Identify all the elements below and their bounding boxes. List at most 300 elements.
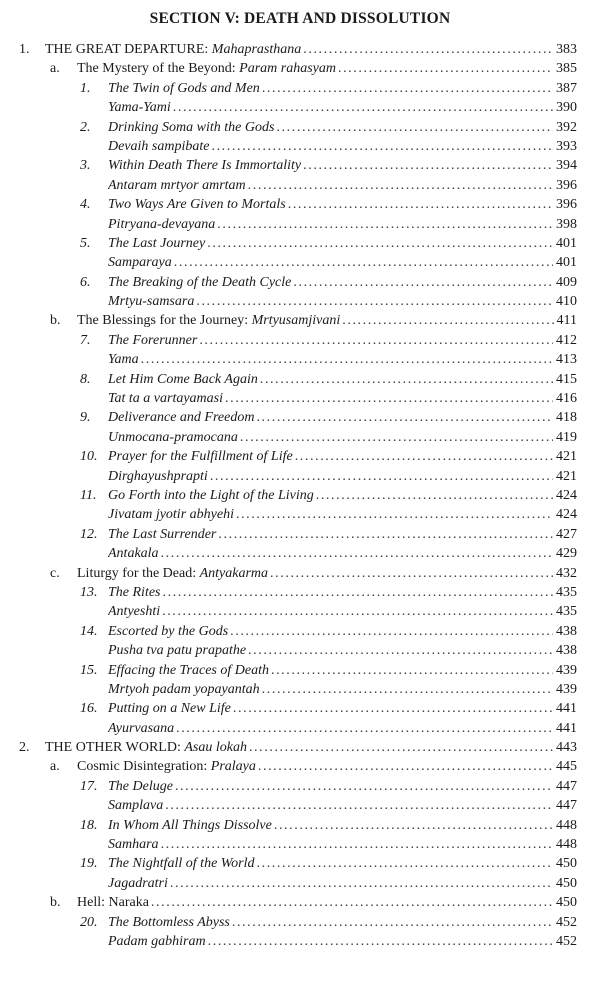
toc-entry <box>0 195 600 214</box>
toc-entry <box>0 622 600 641</box>
entry-title <box>108 215 215 234</box>
toc-entry <box>0 913 600 932</box>
dot-leader <box>338 59 553 78</box>
entry-line <box>108 176 577 195</box>
entry-title-text: THE OTHER WORLD: <box>45 740 185 756</box>
toc-entry <box>0 156 600 175</box>
dot-leader <box>161 835 553 854</box>
toc-entry <box>0 350 600 369</box>
entry-line <box>108 816 577 835</box>
entry-title <box>108 602 160 621</box>
entry-line <box>77 564 577 583</box>
entry-number: 1. <box>19 42 30 57</box>
entry-number: 18. <box>80 817 98 833</box>
entry-page-number: 393 <box>556 138 577 154</box>
entry-line <box>108 118 577 137</box>
entry-title-text: THE GREAT DEPARTURE: <box>45 42 212 57</box>
entry-line <box>108 932 577 951</box>
dot-leader <box>175 777 553 796</box>
entry-title <box>108 777 173 796</box>
entry-page-number: 448 <box>556 817 577 833</box>
entry-title <box>108 641 246 660</box>
dot-leader <box>288 195 553 214</box>
entry-page-number: 424 <box>556 507 577 523</box>
dot-leader <box>230 622 553 641</box>
entry-line <box>108 215 577 234</box>
entry-number: 19. <box>80 856 98 872</box>
entry-page-number: 416 <box>556 391 577 407</box>
entry-page-number: 452 <box>556 933 577 949</box>
entry-number: 15. <box>80 662 98 678</box>
toc-entry <box>0 544 600 563</box>
entry-title <box>108 661 269 680</box>
entry-number: 1. <box>80 80 91 96</box>
toc-entry <box>0 583 600 602</box>
toc-entry <box>0 602 600 621</box>
entry-title-text: The Nightfall of the World <box>108 856 255 872</box>
entry-title-text: Escorted by the Gods <box>108 623 229 639</box>
entry-page-number: 450 <box>556 875 577 891</box>
entry-title-text: Samhara <box>108 837 159 853</box>
entry-page-number: 398 <box>556 216 577 232</box>
entry-line <box>45 738 577 757</box>
entry-line <box>108 913 577 932</box>
toc-entry <box>0 854 600 873</box>
toc-entry <box>0 215 600 234</box>
dot-leader <box>208 932 553 951</box>
entry-page-number: 450 <box>556 895 577 911</box>
entry-title-text: Samparaya <box>108 255 172 271</box>
dot-leader <box>295 447 553 466</box>
entry-line <box>108 428 577 447</box>
entry-number: 8. <box>80 371 91 387</box>
entry-page-number: 415 <box>556 371 577 387</box>
entry-page-number: 413 <box>556 352 577 368</box>
entry-title <box>108 467 208 486</box>
dot-leader <box>248 176 553 195</box>
toc-entry <box>0 98 600 117</box>
entry-number: b. <box>50 895 61 911</box>
entry-title <box>108 98 171 117</box>
entry-title <box>108 447 293 466</box>
toc-entry <box>0 428 600 447</box>
entry-title-text: Antaram mrtyor amrtam <box>108 177 246 193</box>
dot-leader <box>173 98 553 117</box>
entry-line <box>108 486 577 505</box>
entry-page-number: 419 <box>556 429 577 445</box>
entry-title-text: The Blessings for the Journey: <box>77 313 252 329</box>
toc-entry <box>0 777 600 796</box>
entry-title <box>108 350 139 369</box>
entry-page-number: 421 <box>556 449 577 465</box>
entry-title-text: Pusha tva patu prapathe <box>108 643 247 659</box>
entry-title <box>108 913 230 932</box>
entry-page-number: 390 <box>556 100 577 116</box>
entry-line <box>108 408 577 427</box>
entry-title <box>108 176 246 195</box>
entry-line <box>108 98 577 117</box>
entry-line <box>108 195 577 214</box>
entry-title-text: The Rites <box>108 584 161 600</box>
entry-title-text: The Last Surrender <box>108 526 217 542</box>
entry-title-text: The Bottomless Abyss <box>108 914 230 930</box>
entry-page-number: 411 <box>556 313 577 329</box>
toc-entry <box>0 79 600 98</box>
dot-leader <box>210 467 553 486</box>
entry-title-text: The Last Journey <box>108 235 206 251</box>
toc-entry <box>0 564 600 583</box>
entry-title-text: Drinking Soma with the Gods <box>108 119 275 135</box>
entry-title-text: Prayer for the Fulfillment of Life <box>108 449 293 465</box>
dot-leader <box>248 641 553 660</box>
entry-line <box>108 505 577 524</box>
entry-title-text: The Deluge <box>108 778 173 794</box>
entry-title-sanskrit: Pralaya <box>210 759 256 775</box>
entry-line <box>45 40 577 59</box>
dot-leader <box>225 389 553 408</box>
dot-leader <box>207 234 553 253</box>
entry-title <box>108 408 254 427</box>
entry-title-text: Tat ta a vartayamasi <box>108 391 223 407</box>
entry-title-text: The Mystery of the Beyond: <box>77 61 240 77</box>
entry-number: 3. <box>80 158 91 174</box>
entry-title <box>77 564 268 583</box>
entry-page-number: 443 <box>556 740 577 756</box>
entry-title <box>108 544 159 563</box>
entry-page-number: 421 <box>556 468 577 484</box>
entry-page-number: 401 <box>556 255 577 271</box>
entry-page-number: 409 <box>556 274 577 290</box>
section-title: SECTION V: DEATH AND DISSOLUTION <box>149 10 451 27</box>
entry-page-number: 452 <box>556 914 577 930</box>
entry-page-number: 439 <box>556 681 577 697</box>
entry-line <box>108 156 577 175</box>
entry-line <box>108 641 577 660</box>
toc-entry <box>0 525 600 544</box>
entry-title-text: Antyeshti <box>108 604 161 620</box>
entry-number: 17. <box>80 778 98 794</box>
entry-title-text: Pitryana-devayana <box>108 216 216 232</box>
entry-page-number: 438 <box>556 623 577 639</box>
toc-entry <box>0 835 600 854</box>
toc-entry <box>0 757 600 776</box>
entry-title-sanskrit: Asau lokah <box>184 740 247 756</box>
entry-page-number: 429 <box>556 546 577 562</box>
entry-title <box>108 680 260 699</box>
toc-entry <box>0 331 600 350</box>
toc-entry <box>0 40 600 59</box>
dot-leader <box>161 544 553 563</box>
entry-page-number: 385 <box>556 61 577 77</box>
entry-line <box>108 544 577 563</box>
dot-leader <box>162 602 553 621</box>
dot-leader <box>163 583 554 602</box>
entry-title-text: Mrtyoh padam yopayantah <box>108 681 260 697</box>
toc-entry <box>0 641 600 660</box>
entry-page-number: 435 <box>556 604 577 620</box>
toc-entry <box>0 796 600 815</box>
entry-number: 2. <box>19 740 30 756</box>
entry-title <box>77 757 256 776</box>
entry-title-text: Samplava <box>108 798 164 814</box>
toc-entry <box>0 738 600 757</box>
dot-leader <box>217 215 553 234</box>
dot-leader <box>258 757 553 776</box>
entry-title-text: The Twin of Gods and Men <box>108 80 260 96</box>
entry-title-text: Jagadratri <box>108 875 168 891</box>
entry-title-text: Devaih sampibate <box>108 138 210 154</box>
toc-entry <box>0 699 600 718</box>
entry-number: b. <box>50 313 61 329</box>
entry-number: 12. <box>80 526 98 542</box>
dot-leader <box>170 874 553 893</box>
entry-number: 20. <box>80 914 98 930</box>
entry-title <box>108 816 272 835</box>
entry-line <box>77 893 577 912</box>
toc-entry <box>0 137 600 156</box>
entry-title-text: Let Him Come Back Again <box>108 371 258 387</box>
entry-title <box>108 525 216 544</box>
entry-page-number: 441 <box>556 720 577 736</box>
entry-title <box>108 195 286 214</box>
dot-leader <box>233 699 553 718</box>
entry-line <box>108 874 577 893</box>
entry-number: c. <box>50 565 60 581</box>
toc-entry <box>0 234 600 253</box>
entry-page-number: 445 <box>556 759 577 775</box>
entry-page-number: 387 <box>556 80 577 96</box>
entry-title-sanskrit: Mahaprasthana <box>211 42 302 57</box>
entry-line <box>108 525 577 544</box>
entry-line <box>108 467 577 486</box>
entry-line <box>108 699 577 718</box>
dot-leader <box>262 79 553 98</box>
entry-title <box>108 932 206 951</box>
entry-title-text: Deliverance and Freedom <box>108 410 255 426</box>
entry-title <box>108 835 159 854</box>
entry-title-text: Unmocana-pramocana <box>108 429 238 445</box>
entry-line <box>108 79 577 98</box>
entry-page-number: 396 <box>556 177 577 193</box>
toc-entry <box>0 486 600 505</box>
entry-page-number: 435 <box>556 584 577 600</box>
entry-number: 16. <box>80 701 98 717</box>
entry-line <box>108 583 577 602</box>
entry-title-text: Mrtyu-samsara <box>108 294 195 310</box>
dot-leader <box>249 738 553 757</box>
entry-title <box>108 486 314 505</box>
entry-title-text: Dirghayushprapti <box>108 468 208 484</box>
entry-page-number: 432 <box>556 565 577 581</box>
entry-number: a. <box>50 61 60 77</box>
entry-line <box>108 389 577 408</box>
entry-line <box>108 331 577 350</box>
entry-title <box>108 331 197 350</box>
toc-entry <box>0 389 600 408</box>
dot-leader <box>196 292 553 311</box>
dot-leader <box>262 680 553 699</box>
entry-line <box>108 854 577 873</box>
entry-title <box>108 699 231 718</box>
entry-page-number: 424 <box>556 487 577 503</box>
entry-page-number: 427 <box>556 526 577 542</box>
entry-line <box>108 661 577 680</box>
entry-number: 4. <box>80 197 91 213</box>
entry-title-sanskrit: Antyakarma <box>199 565 269 581</box>
entry-page-number: 412 <box>556 332 577 348</box>
entry-title-text: Padam gabhiram <box>108 933 206 949</box>
dot-leader <box>199 331 553 350</box>
entry-number: 2. <box>80 119 91 135</box>
entry-title <box>108 719 174 738</box>
entry-number: 11. <box>80 487 97 503</box>
entry-title <box>108 79 260 98</box>
entry-line <box>108 777 577 796</box>
toc-entry <box>0 447 600 466</box>
dot-leader <box>176 719 553 738</box>
toc-entry <box>0 273 600 292</box>
entry-title <box>45 738 247 757</box>
entry-number: 5. <box>80 235 91 251</box>
entry-title-text: Two Ways Are Given to Mortals <box>108 197 286 213</box>
entry-number: 6. <box>80 274 91 290</box>
entry-title-text: The Forerunner <box>108 332 198 348</box>
dot-leader <box>274 816 553 835</box>
entry-title-text: Effacing the Traces of Death <box>108 662 269 678</box>
entry-page-number: 439 <box>556 662 577 678</box>
entry-line <box>77 757 577 776</box>
entry-line <box>108 680 577 699</box>
entry-page-number: 441 <box>556 701 577 717</box>
entry-page-number: 438 <box>556 643 577 659</box>
dot-leader <box>293 273 553 292</box>
dot-leader <box>270 564 553 583</box>
toc-entry <box>0 253 600 272</box>
entry-title-text: Putting on a New Life <box>108 701 231 717</box>
dot-leader <box>342 311 553 330</box>
dot-leader <box>218 525 553 544</box>
entry-title-text: Liturgy for the Dead: <box>77 565 200 581</box>
dot-leader <box>257 854 554 873</box>
toc-entry <box>0 467 600 486</box>
entry-number: 7. <box>80 332 91 348</box>
entry-title <box>108 292 194 311</box>
entry-page-number: 448 <box>556 837 577 853</box>
toc-entry <box>0 874 600 893</box>
entry-line <box>77 311 577 330</box>
entry-title <box>77 893 149 912</box>
toc-entry <box>0 893 600 912</box>
dot-leader <box>260 370 553 389</box>
toc-list <box>0 40 600 951</box>
entry-title <box>108 854 255 873</box>
dot-leader <box>236 505 553 524</box>
entry-line <box>108 273 577 292</box>
entry-title <box>108 253 172 272</box>
toc-entry <box>0 408 600 427</box>
entry-title-text: Yama-Yami <box>108 100 171 116</box>
entry-line <box>108 719 577 738</box>
entry-title-sanskrit: Mrtyusamjivani <box>251 313 341 329</box>
dot-leader <box>316 486 553 505</box>
entry-title <box>108 796 163 815</box>
entry-number: a. <box>50 759 60 775</box>
entry-title-text: The Breaking of the Death Cycle <box>108 274 292 290</box>
entry-page-number: 450 <box>556 856 577 872</box>
dot-leader <box>151 893 553 912</box>
entry-title-text: Antakala <box>108 546 159 562</box>
entry-title <box>77 311 340 330</box>
entry-number: 10. <box>80 449 98 465</box>
dot-leader <box>271 661 553 680</box>
entry-line <box>108 447 577 466</box>
toc-entry <box>0 816 600 835</box>
toc-entry <box>0 680 600 699</box>
entry-title <box>77 59 336 78</box>
dot-leader <box>165 796 553 815</box>
dot-leader <box>303 156 553 175</box>
toc-entry <box>0 370 600 389</box>
dot-leader <box>232 913 553 932</box>
entry-title <box>108 156 301 175</box>
entry-title <box>108 389 223 408</box>
entry-line <box>108 350 577 369</box>
entry-title-text: Hell: Naraka <box>77 895 149 911</box>
toc-entry <box>0 118 600 137</box>
entry-line <box>108 253 577 272</box>
entry-title-text: Within Death There Is Immortality <box>108 158 302 174</box>
entry-title <box>108 137 209 156</box>
dot-leader <box>256 408 553 427</box>
entry-title-text: Ayurvasana <box>108 720 175 736</box>
dot-leader <box>141 350 553 369</box>
entry-number: 9. <box>80 410 91 426</box>
toc-entry <box>0 719 600 738</box>
toc-entry <box>0 932 600 951</box>
entry-page-number: 396 <box>556 197 577 213</box>
entry-title-text: Yama <box>108 352 139 368</box>
toc-entry <box>0 505 600 524</box>
entry-title <box>108 583 161 602</box>
entry-line <box>108 796 577 815</box>
entry-line <box>108 602 577 621</box>
entry-line <box>108 370 577 389</box>
entry-line <box>108 292 577 311</box>
dot-leader <box>211 137 553 156</box>
dot-leader <box>303 40 553 59</box>
entry-title <box>108 428 238 447</box>
entry-title <box>108 505 234 524</box>
entry-line <box>108 234 577 253</box>
dot-leader <box>276 118 553 137</box>
entry-line <box>108 835 577 854</box>
entry-line <box>108 137 577 156</box>
entry-page-number: 401 <box>556 235 577 251</box>
entry-title-sanskrit: Param rahasyam <box>239 61 336 77</box>
toc-entry <box>0 661 600 680</box>
entry-title-text: Cosmic Disintegration: <box>77 759 211 775</box>
toc-entry <box>0 311 600 330</box>
entry-title <box>108 118 274 137</box>
entry-number: 13. <box>80 584 98 600</box>
entry-title <box>108 622 228 641</box>
entry-title-text: In Whom All Things Dissolve <box>108 817 272 833</box>
toc-entry <box>0 59 600 78</box>
dot-leader <box>174 253 553 272</box>
entry-line <box>108 622 577 641</box>
entry-page-number: 383 <box>556 42 577 57</box>
entry-title <box>45 40 301 59</box>
